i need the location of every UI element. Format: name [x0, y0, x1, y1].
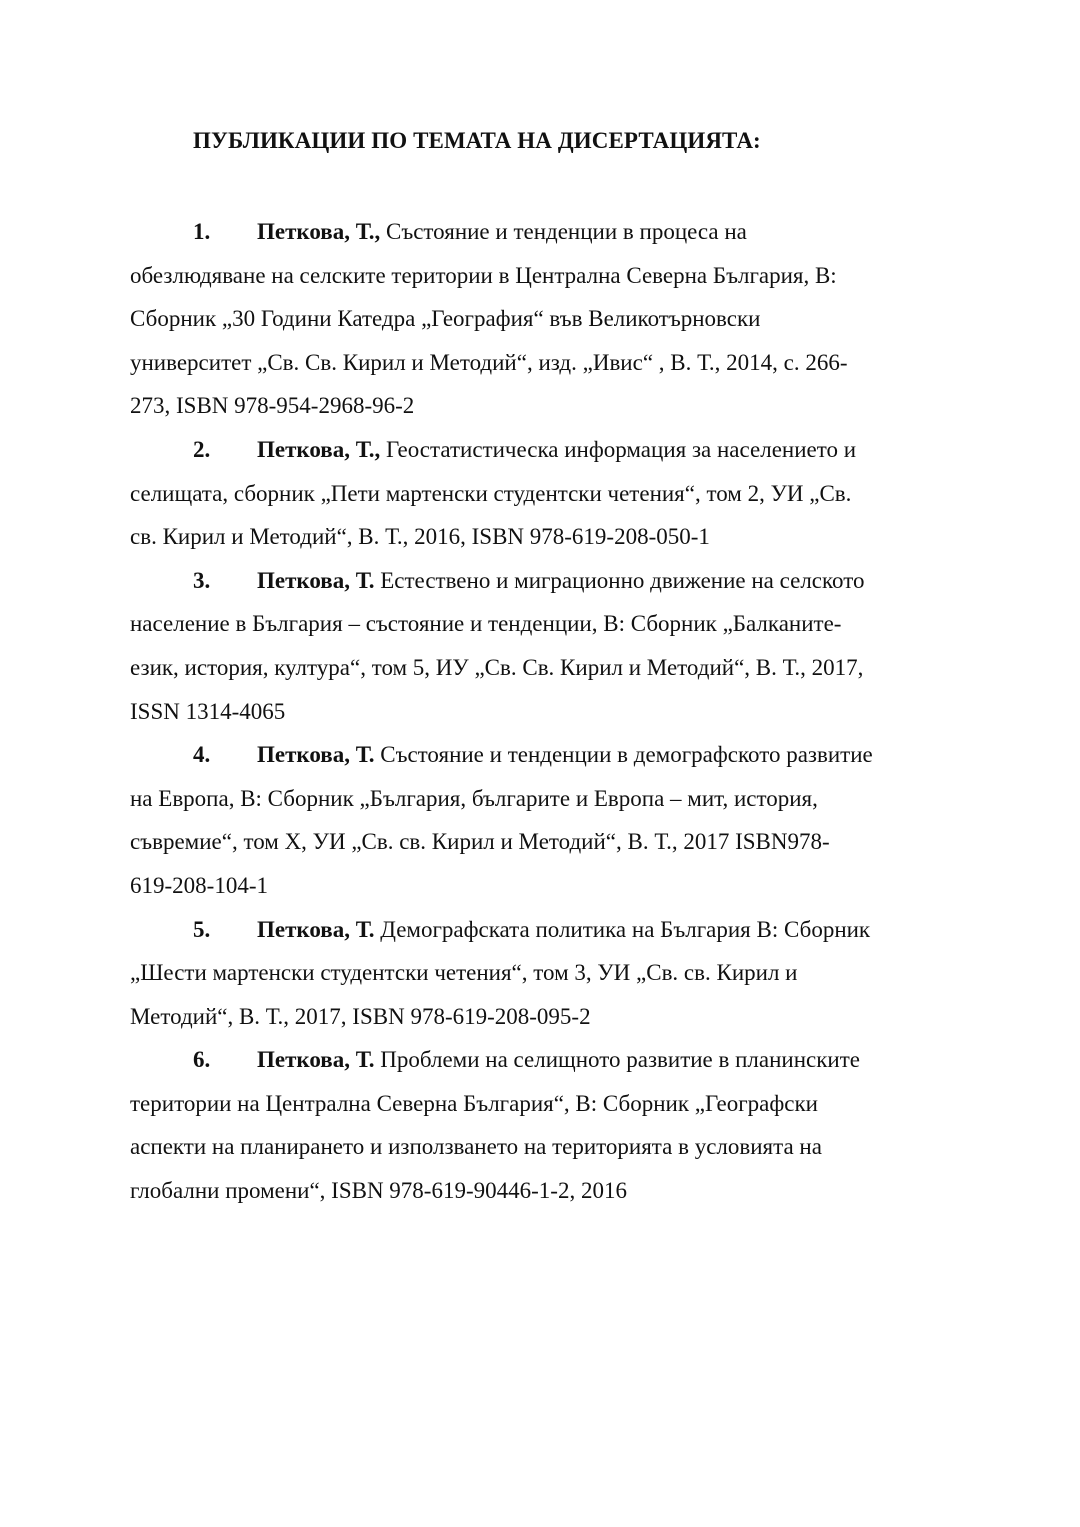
publication-text: Геостатистическа информация за населението и: [385, 436, 857, 462]
page-title: ПУБЛИКАЦИИ ПО ТЕМАТА НА ДИСЕРТАЦИЯТА:: [193, 128, 761, 153]
publication-line: територии на Централна Северна България“, В: Сборник „Географски: [130, 1090, 818, 1116]
publication-line: Сборник „30 Години Катедра „География“ във Великотърновски: [130, 306, 761, 332]
publication-line: 619-208-104-1: [130, 872, 268, 898]
publication-text: Проблеми на селищното развитие в планинските: [380, 1047, 860, 1073]
publication-author: Петкова, Т.,: [257, 219, 381, 244]
publication-author: Петкова, Т.: [257, 916, 375, 942]
publication-number: 1.: [193, 219, 211, 244]
publication-line: „Шести мартенски студентски четения“, том 3, УИ „Св. св. Кирил и: [130, 960, 798, 986]
publication-line: обезлюдяване на селските територии в Централна Северна България, В:: [130, 262, 837, 288]
publication-number: 4.: [193, 742, 211, 768]
publication-line: св. Кирил и Методий“, В. Т., 2016, ISBN 978-619-208-050-1: [130, 524, 710, 550]
publication-number: 2.: [193, 436, 211, 462]
publication-line: население в България – състояние и тенденции, В: Сборник „Балканите-: [130, 611, 842, 637]
publication-text: Демографската политика на България В: Сборник: [380, 916, 871, 942]
publication-line: ISSN 1314-4065: [130, 698, 286, 724]
publication-line: на Европа, В: Сборник „България, българите и Европа – мит, история,: [130, 785, 818, 811]
publication-line: университет „Св. Св. Кирил и Методий“, изд. „Ивис“ , В. Т., 2014, с. 266-: [130, 349, 848, 375]
publication-item: [130, 733, 950, 907]
publication-text: Състояние и тенденции в процеса на: [385, 219, 747, 244]
publication-line: 273, ISBN 978-954-2968-96-2: [130, 393, 415, 419]
publication-list: [130, 210, 950, 1213]
publication-author: Петкова, Т.: [257, 1047, 375, 1073]
publication-item: [130, 908, 950, 1039]
publication-text: Естествено и миграционно движение на селското: [380, 567, 865, 593]
publication-line: селищата, сборник „Пети мартенски студентски четения“, том 2, УИ „Св.: [130, 480, 852, 506]
publication-number: 6.: [193, 1047, 211, 1073]
publication-text: Състояние и тенденции в демографското развитие: [380, 742, 873, 768]
publication-line: глобални промени“, ISBN 978-619-90446-1-2, 2016: [130, 1178, 627, 1204]
publication-item: [130, 428, 950, 559]
publication-item: [130, 559, 950, 733]
publication-author: Петкова, Т.,: [257, 436, 381, 462]
publication-line: език, история, култура“, том 5, ИУ „Св. Св. Кирил и Методий“, В. Т., 2017,: [130, 654, 864, 680]
publication-item: [130, 1038, 950, 1212]
publication-line: [130, 733, 950, 777]
publication-line: [130, 428, 950, 472]
publication-author: Петкова, Т.: [257, 742, 375, 768]
publication-line: аспекти на планирането и използването на територията в условията на: [130, 1134, 822, 1160]
publication-number: 5.: [193, 916, 211, 942]
publication-line: [130, 210, 950, 254]
publication-line: [130, 559, 950, 603]
publication-author: Петкова, Т.: [257, 567, 375, 593]
publication-line: [130, 1038, 950, 1082]
publication-line: съвремие“, том Х, УИ „Св. св. Кирил и Методий“, В. Т., 2017 ISBN978-: [130, 829, 830, 855]
publication-number: 3.: [193, 567, 211, 593]
publication-item: [130, 210, 950, 428]
publication-line: Методий“, В. Т., 2017, ISBN 978-619-208-095-2: [130, 1003, 591, 1029]
publication-line: [130, 908, 950, 952]
